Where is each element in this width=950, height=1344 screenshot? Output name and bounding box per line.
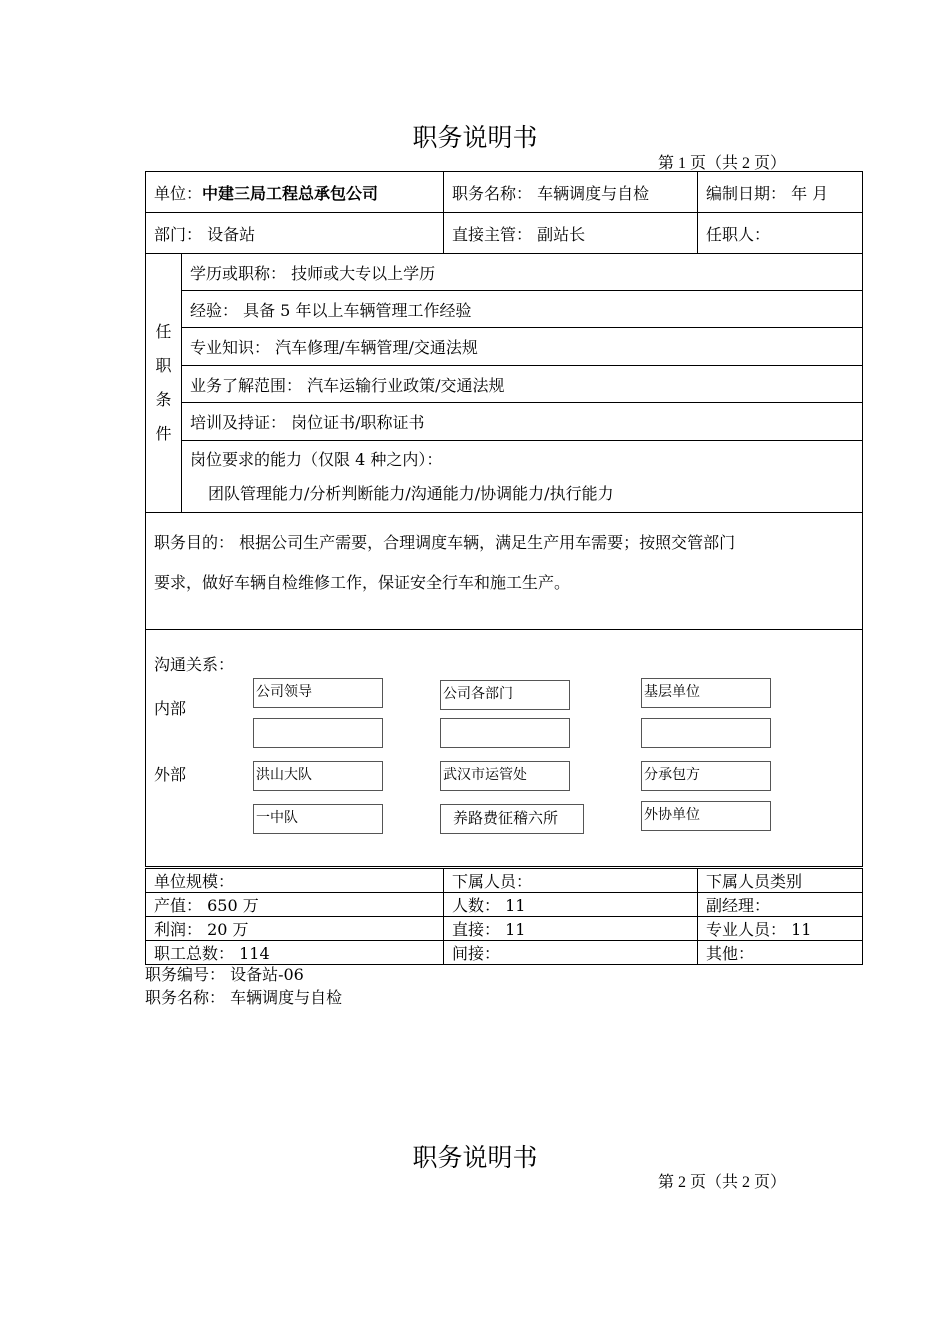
communication-cell	[146, 630, 863, 867]
ability-value: 团队管理能力/分析判断能力/沟通能力/协调能力/执行能力	[208, 483, 614, 503]
page1-title: 职务说明书	[412, 123, 538, 152]
job-name-cell: 职务名称： 车辆调度与自检	[444, 172, 698, 213]
internal-box-empty	[440, 718, 570, 748]
knowledge-row: 专业知识： 汽车修理/车辆管理/交通法规	[182, 328, 863, 366]
side-char: 职	[155, 356, 172, 375]
job-description-table	[145, 171, 863, 867]
scale-cell: 副经理：	[698, 893, 863, 917]
communication-title: 沟通关系：	[154, 655, 235, 674]
unit-value: 中建三局工程总承包公司	[202, 183, 379, 203]
scale-cell: 利润： 20 万	[146, 917, 444, 941]
external-box: 分承包方	[641, 761, 771, 791]
job-code: 职务编号： 设备站-06	[145, 965, 304, 984]
external-label: 外部	[154, 765, 187, 784]
scale-cell: 职工总数： 114	[146, 941, 444, 965]
scale-row	[146, 917, 863, 941]
external-box: 外协单位	[641, 801, 771, 831]
side-char: 条	[155, 390, 172, 409]
internal-box: 基层单位	[641, 678, 771, 708]
qualification-side-label	[146, 254, 182, 513]
page1-number: 第 1 页（共 2 页）	[658, 155, 787, 172]
internal-box-empty	[253, 718, 383, 748]
scale-row	[146, 941, 863, 965]
scale-cell: 人数： 11	[444, 893, 698, 917]
unit-cell	[146, 172, 444, 213]
external-box: 一中队	[253, 804, 383, 834]
holder-cell: 任职人：	[698, 213, 863, 254]
external-box: 武汉市运管处	[440, 761, 570, 791]
scale-cell: 下属人员：	[444, 869, 698, 893]
education-row: 学历或职称： 技师或大专以上学历	[182, 254, 863, 291]
side-char: 任	[155, 322, 172, 341]
ability-row	[182, 441, 863, 513]
side-char: 件	[155, 424, 172, 443]
ability-title: 岗位要求的能力（仅限 4 种之内）：	[190, 449, 443, 469]
business-row: 业务了解范围： 汽车运输行业政策/交通法规	[182, 366, 863, 403]
scale-cell: 下属人员类别	[698, 869, 863, 893]
unit-label: 单位：	[154, 183, 203, 203]
internal-box-empty	[641, 718, 771, 748]
internal-label: 内部	[154, 699, 187, 718]
scale-table	[145, 868, 863, 965]
scale-cell: 直接： 11	[444, 917, 698, 941]
scale-cell: 专业人员： 11	[698, 917, 863, 941]
scale-row	[146, 869, 863, 893]
scale-cell: 其他：	[698, 941, 863, 965]
date-cell: 编制日期： 年 月	[698, 172, 863, 213]
purpose-line2: 要求，做好车辆自检维修工作，保证安全行车和施工生产。	[154, 573, 571, 592]
scale-cell: 产值： 650 万	[146, 893, 444, 917]
page2-title: 职务说明书	[412, 1143, 538, 1172]
scale-cell: 间接：	[444, 941, 698, 965]
internal-box: 公司领导	[253, 678, 383, 708]
internal-box: 公司各部门	[440, 680, 570, 710]
external-box: 洪山大队	[253, 761, 383, 791]
purpose-line1: 职务目的： 根据公司生产需要，合理调度车辆，满足生产用车需要；按照交管部门	[154, 533, 736, 552]
supervisor-cell: 直接主管： 副站长	[444, 213, 698, 254]
scale-row	[146, 893, 863, 917]
scale-cell: 单位规模：	[146, 869, 444, 893]
training-row: 培训及持证： 岗位证书/职称证书	[182, 403, 863, 441]
dept-cell: 部门： 设备站	[146, 213, 444, 254]
purpose-cell	[146, 513, 863, 630]
job-name-footer: 职务名称： 车辆调度与自检	[145, 988, 343, 1007]
page2-number: 第 2 页（共 2 页）	[658, 1174, 787, 1191]
experience-row: 经验： 具备 5 年以上车辆管理工作经验	[182, 291, 863, 328]
external-box: 养路费征稽六所	[440, 804, 584, 834]
